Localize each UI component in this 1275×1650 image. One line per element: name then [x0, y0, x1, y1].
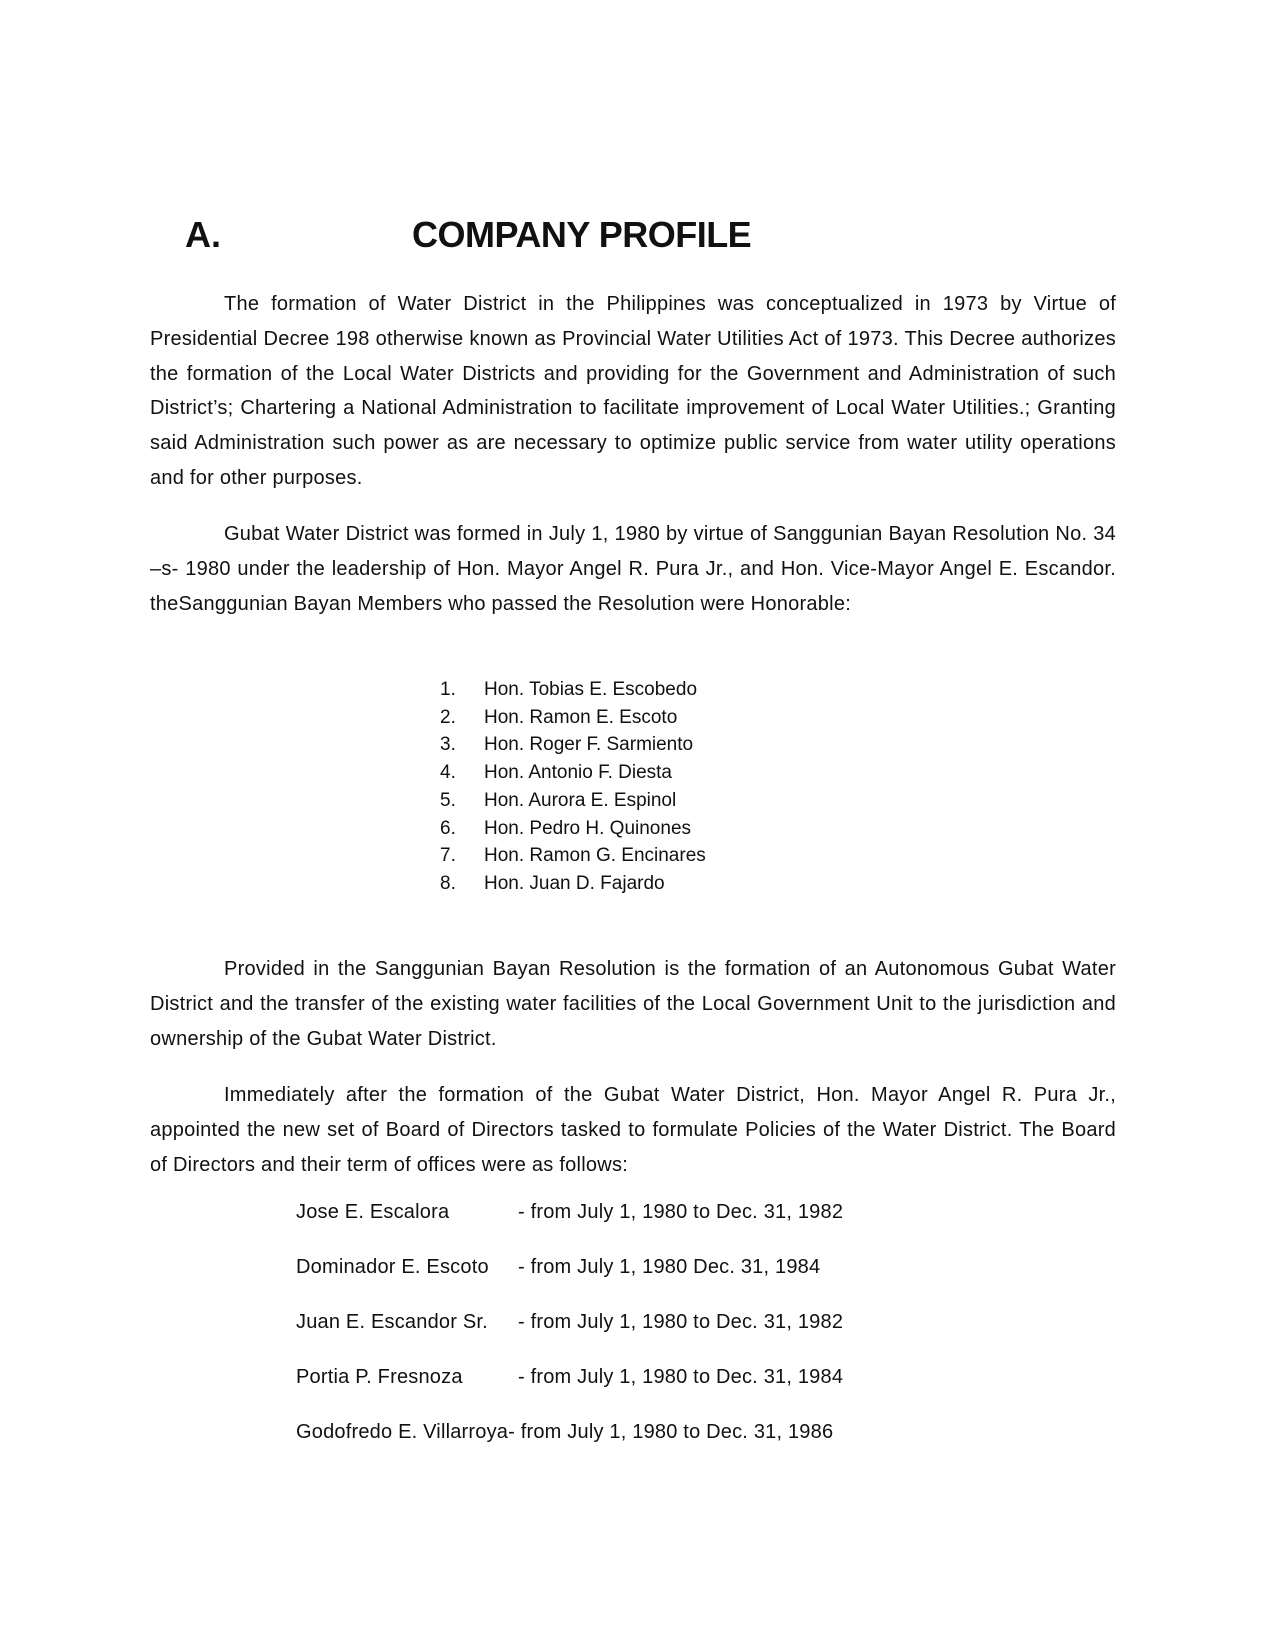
list-item [440, 842, 706, 870]
director-name: Godofredo E. Villarroya [296, 1421, 509, 1443]
paragraph-board-appointment: Immediately after the formation of the Gubat Water District, Hon. Mayor Angel R. Pura Jr., appointed the new set of Board of Directors tasked to formulate Policies of the Water District. The Board of Directors and their term of offices were as follows: [150, 1084, 1116, 1176]
director-term: - from July 1, 1980 to Dec. 31, 1982 [518, 1311, 844, 1333]
member-name: Hon. Ramon E. Escoto [484, 706, 678, 728]
paragraph-resolution-provision: Provided in the Sanggunian Bayan Resolution is the formation of an Autonomous Gubat Water District and the transfer of the existing water facilities of the Local Government Unit to the jurisdiction and ownership of the Gubat Water District. [150, 958, 1116, 1050]
list-item [440, 676, 706, 704]
list-number: 7. [440, 845, 456, 867]
section-letter: A. [185, 214, 221, 255]
member-name: Hon. Tobias E. Escobedo [484, 679, 698, 700]
section-title: COMPANY PROFILE [412, 214, 752, 255]
member-name: Hon. Ramon G. Encinares [484, 845, 706, 867]
director-row [296, 1308, 1096, 1363]
paragraph-water-district-formation: The formation of Water District in the Philippines was conceptualized in 1973 by Virtue of Presidential Decree 198 otherwise known as Provincial Water Utilities Act of 1973. This Decree authorizes the formation of the Local Water Districts and providing for the Government and Administration of such District’s; Chartering a National Administration to facilitate improvement of Local Water Utilities.; Granting said Administration such power as are necessary to optimize public service from water utility operations and for other purposes. [150, 293, 1116, 489]
director-row [296, 1198, 1096, 1253]
director-name: Juan E. Escandor Sr. [296, 1311, 488, 1333]
director-name: Dominador E. Escoto [296, 1256, 489, 1278]
list-number: 1. [440, 679, 456, 700]
list-item [440, 704, 706, 732]
director-name: Portia P. Fresnoza [296, 1366, 463, 1388]
paragraph-gubat-formation: Gubat Water District was formed in July 1, 1980 by virtue of Sanggunian Bayan Resolution No. 34 –s- 1980 under the leadership of Hon. Mayor Angel R. Pura Jr., and Hon. Vice-Mayor Angel E. Escandor. theSanggunian Bayan Members who passed the Resolution were Honorable: [150, 523, 1116, 615]
director-term: - from July 1, 1980 to Dec. 31, 1984 [518, 1366, 844, 1388]
list-item [440, 870, 706, 898]
list-item [440, 759, 706, 787]
list-number: 3. [440, 734, 456, 756]
member-name: Hon. Antonio F. Diesta [484, 762, 672, 784]
list-item [440, 787, 706, 815]
section-heading [0, 210, 1275, 260]
list-item [440, 731, 706, 759]
list-number: 8. [440, 872, 456, 894]
sanggunian-members-list [440, 676, 706, 898]
director-term: - from July 1, 1980 Dec. 31, 1984 [518, 1256, 821, 1278]
member-name: Hon. Pedro H. Quinones [484, 817, 692, 839]
member-name: Hon. Aurora E. Espinol [484, 789, 677, 811]
list-number: 5. [440, 789, 456, 811]
director-term: - from July 1, 1980 to Dec. 31, 1982 [518, 1201, 844, 1223]
director-term: - from July 1, 1980 to Dec. 31, 1986 [508, 1421, 834, 1443]
board-of-directors-list [296, 1198, 1096, 1473]
list-number: 6. [440, 817, 456, 839]
list-item [440, 815, 706, 843]
director-row [296, 1363, 1096, 1418]
member-name: Hon. Roger F. Sarmiento [484, 734, 694, 756]
director-name: Jose E. Escalora [296, 1201, 450, 1223]
list-number: 2. [440, 706, 456, 728]
director-row [296, 1253, 1096, 1308]
member-name: Hon. Juan D. Fajardo [484, 872, 665, 894]
list-number: 4. [440, 762, 456, 784]
director-row [296, 1418, 1096, 1473]
